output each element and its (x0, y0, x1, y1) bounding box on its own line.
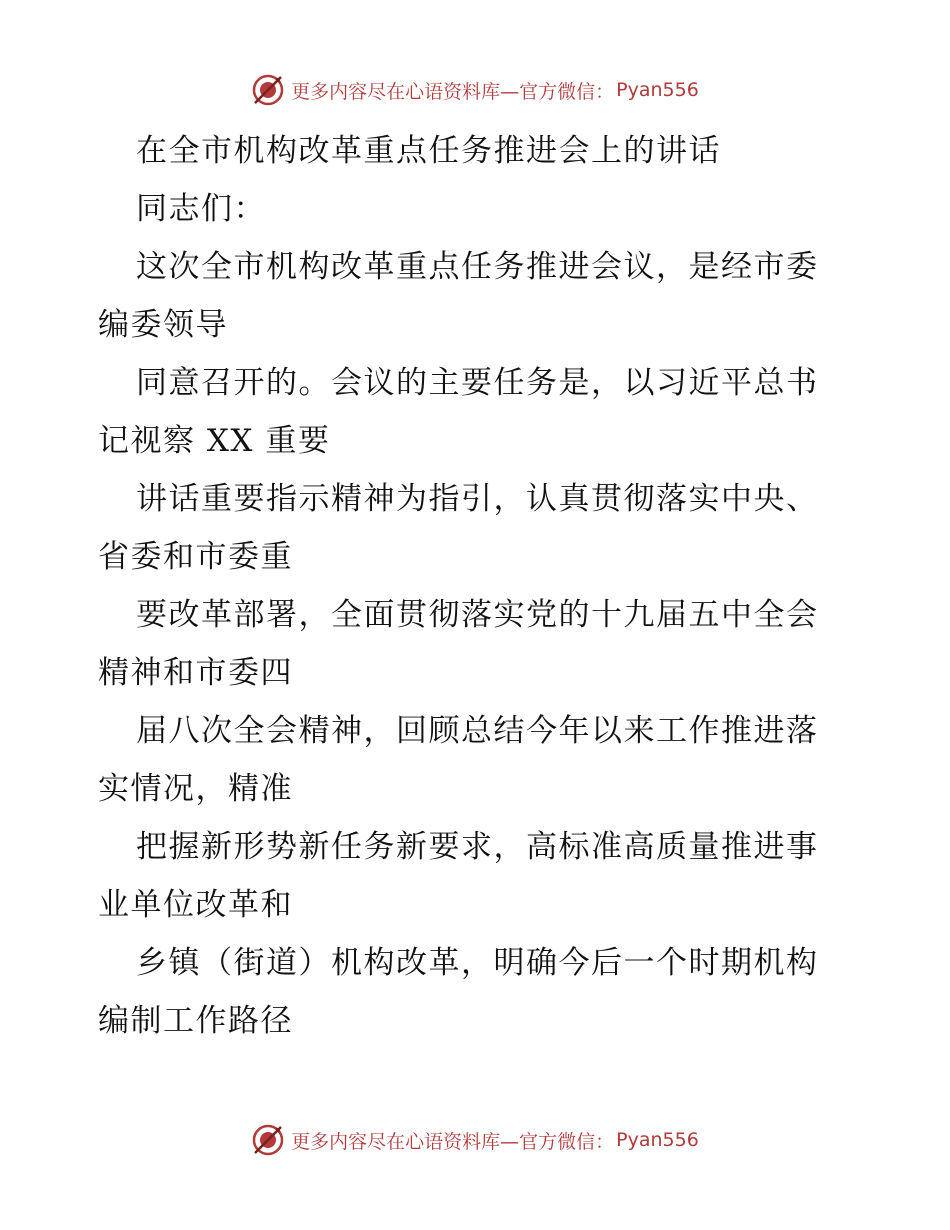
paragraph-line: 编委领导 (98, 307, 228, 343)
paragraph-line: 精神和市委四 (98, 655, 293, 691)
paragraph-line: 实情况，精准 (98, 771, 293, 807)
header-wechat-id: Pyan556 (616, 79, 699, 101)
header-banner-text: 更多内容尽在心语资料库—官方微信： (291, 80, 615, 103)
footer-banner (0, 1120, 950, 1160)
salutation: 同志们： (136, 191, 266, 227)
footer-banner-text: 更多内容尽在心语资料库—官方微信： (291, 1130, 615, 1153)
paragraph-line: 乡镇（街道）机构改革，明确今后一个时期机构 (136, 945, 819, 981)
paragraph-line: 省委和市委重 (98, 539, 293, 575)
paragraph-line: 这次全市机构改革重点任务推进会议，是经市委 (136, 249, 819, 285)
header-banner (0, 70, 950, 110)
paragraph-line: 业单位改革和 (98, 887, 293, 923)
quill-logo-icon (251, 1123, 285, 1157)
paragraph-line: 届八次全会精神，回顾总结今年以来工作推进落 (136, 713, 819, 749)
paragraph-line: 同意召开的。会议的主要任务是，以习近平总书 (136, 365, 819, 401)
quill-logo-icon (251, 73, 285, 107)
paragraph-line: 记视察 XX 重要 (98, 423, 331, 459)
document-body (98, 122, 858, 1050)
document-title: 在全市机构改革重点任务推进会上的讲话 (136, 133, 721, 169)
paragraph-line: 讲话重要指示精神为指引，认真贯彻落实中央、 (136, 481, 819, 517)
paragraph-line: 把握新形势新任务新要求，高标准高质量推进事 (136, 829, 819, 865)
paragraph-line: 要改革部署，全面贯彻落实党的十九届五中全会 (136, 597, 819, 633)
paragraph-line: 编制工作路径 (98, 1003, 293, 1039)
footer-wechat-id: Pyan556 (616, 1129, 699, 1151)
